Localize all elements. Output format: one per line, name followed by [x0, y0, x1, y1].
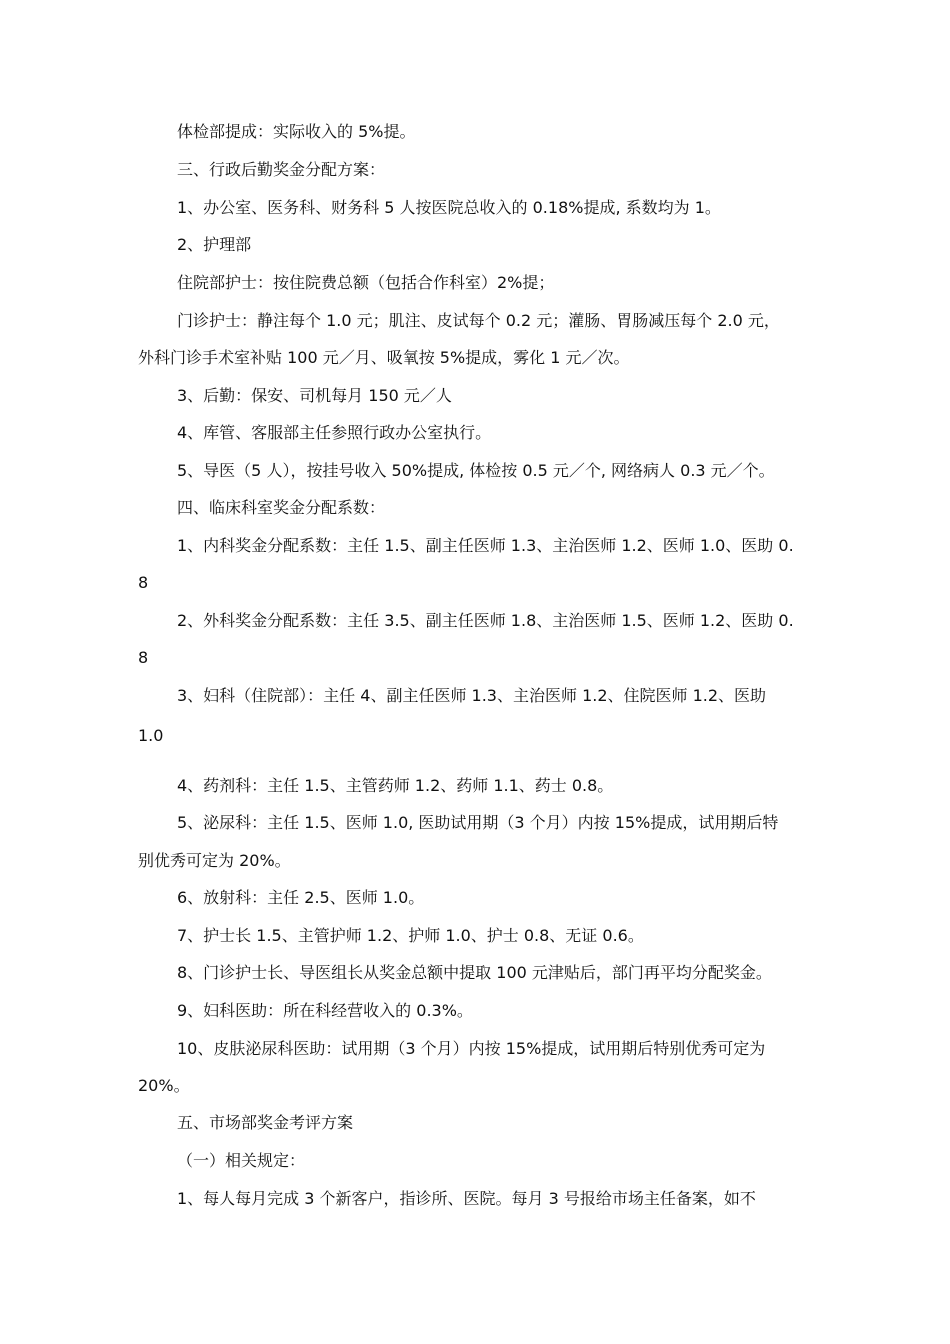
text-line: 9、妇科医助：所在科经营收入的 0.3%。 [177, 1001, 473, 1020]
text-line: 4、药剂科：主任 1.5、主管药师 1.2、药师 1.1、药士 0.8。 [177, 776, 614, 795]
section-heading: 四、临床科室奖金分配系数： [177, 498, 386, 517]
text-line: 门诊护士：静注每个 1.0 元；肌注、皮试每个 0.2 元；灌肠、胃肠减压每个 2.0 元， [177, 311, 780, 330]
text-line: 1.0 [138, 726, 164, 745]
text-line: 1、办公室、医务科、财务科 5 人按医院总收入的 0.18%提成, 系数均为 1。 [177, 198, 721, 217]
text-line: 体检部提成：实际收入的 5%提。 [177, 122, 416, 141]
text-line: 4、库管、客服部主任参照行政办公室执行。 [177, 423, 492, 442]
text-line: 20%。 [138, 1076, 190, 1095]
text-line: 住院部护士：按住院费总额（包括合作科室）2%提； [177, 273, 555, 292]
text-line: 8、门诊护士长、导医组长从奖金总额中提取 100 元津贴后，部门再平均分配奖金。 [177, 963, 772, 982]
section-heading: 三、行政后勤奖金分配方案： [177, 160, 386, 179]
text-line: 5、泌尿科：主任 1.5、医师 1.0, 医助试用期（3 个月）内按 15%提成，试用期后特 [177, 813, 779, 832]
text-line: 2、外科奖金分配系数：主任 3.5、副主任医师 1.8、主治医师 1.5、医师 1.2、医助 0. [177, 611, 794, 630]
text-line: 8 [138, 573, 149, 592]
section-heading: 五、市场部奖金考评方案 [177, 1113, 354, 1132]
subsection-heading: （一）相关规定： [177, 1151, 306, 1170]
text-line: 外科门诊手术室补贴 100 元／月、吸氧按 5%提成，雾化 1 元／次。 [138, 348, 630, 367]
text-line: 5、导医（5 人），按挂号收入 50%提成, 体检按 0.5 元／个, 网络病人 0.3 元／个。 [177, 461, 775, 480]
text-line: 6、放射科：主任 2.5、医师 1.0。 [177, 888, 425, 907]
text-line: 2、护理部 [177, 235, 252, 254]
text-line: 10、皮肤泌尿科医助：试用期（3 个月）内按 15%提成，试用期后特别优秀可定为 [177, 1039, 766, 1058]
text-line: 8 [138, 648, 149, 667]
text-line: 1、每人每月完成 3 个新客户，指诊所、医院。每月 3 号报给市场主任备案，如不 [177, 1189, 756, 1208]
text-line: 7、护士长 1.5、主管护师 1.2、护师 1.0、护士 0.8、无证 0.6。 [177, 926, 644, 945]
text-line: 1、内科奖金分配系数：主任 1.5、副主任医师 1.3、主治医师 1.2、医师 1.0、医助 0. [177, 536, 794, 555]
text-line: 别优秀可定为 20%。 [138, 851, 291, 870]
text-line: 3、妇科（住院部）：主任 4、副主任医师 1.3、主治医师 1.2、住院医师 1.2、医助 [177, 686, 767, 705]
text-line: 3、后勤：保安、司机每月 150 元／人 [177, 386, 452, 405]
